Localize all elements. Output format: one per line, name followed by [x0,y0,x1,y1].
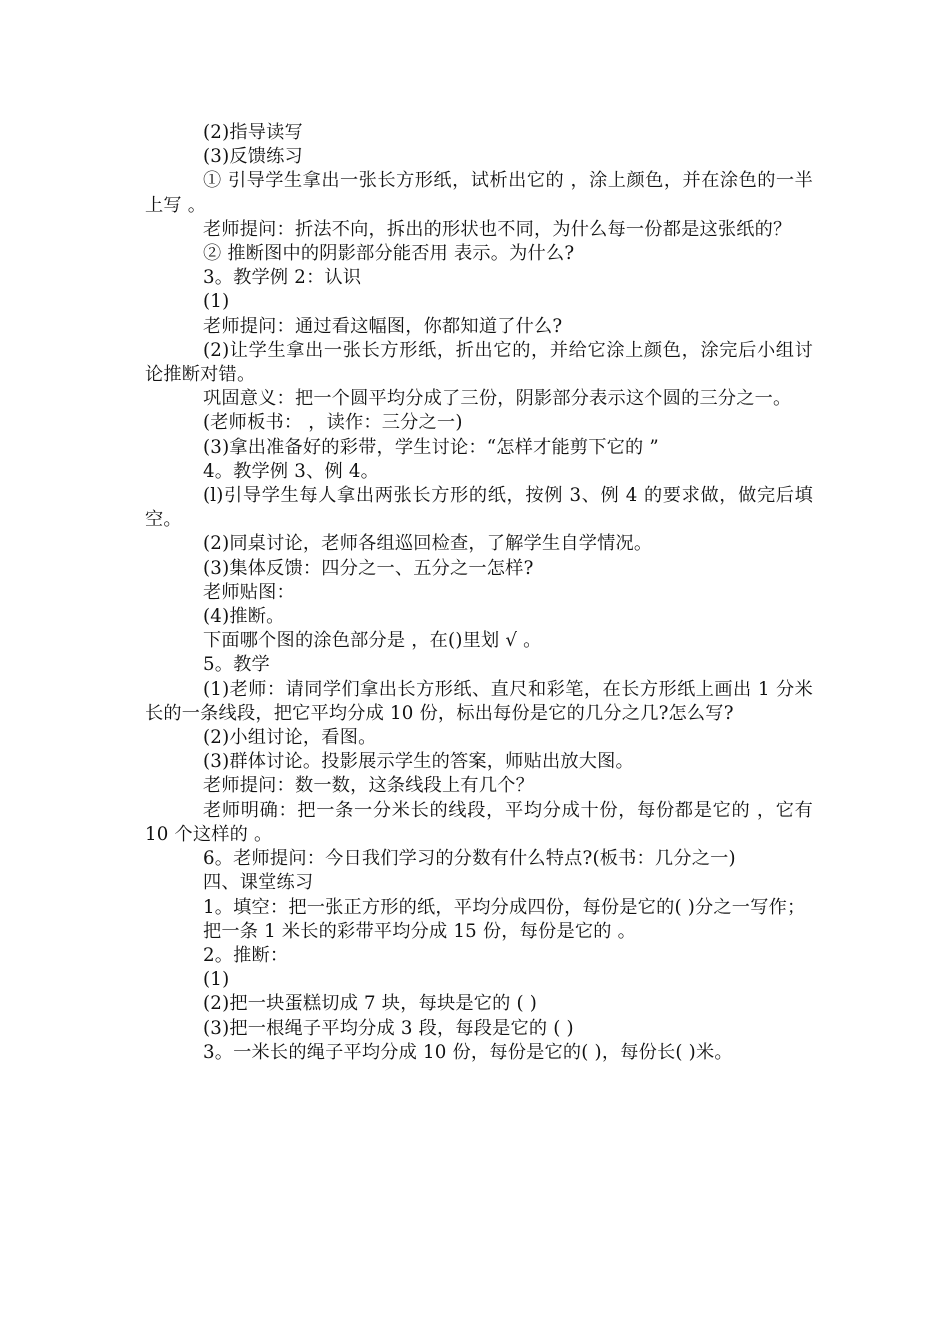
paragraph: (2)小组讨论，看图。 [203,727,377,749]
paragraph: (1) [203,969,230,991]
paragraph: (2)同桌讨论，老师各组巡回检查，了解学生自学情况。 [203,533,653,555]
paragraph: (2)把一块蛋糕切成 7 块，每块是它的 ( ) [203,993,538,1015]
paragraph: 四、课堂练习 [203,872,314,894]
paragraph: 5。教学 [203,654,270,676]
paragraph: 4。教学例 3、例 4。 [203,460,379,482]
paragraph: ② 推断图中的阴影部分能否用 表示。为什么? [203,243,575,265]
paragraph: 3。教学例 2：认识 [203,267,362,289]
paragraph: 下面哪个图的涂色部分是 ，在()里划 √ 。 [203,630,542,652]
paragraph: 1。填空：把一张正方形的纸，平均分成四份，每份是它的( )分之一写作； [203,896,806,918]
paragraph: 老师明确：把一条一分米长的线段，平均分成十份，每份都是它的 ，它有 10 个这样的 。 [145,799,813,845]
paragraph: 把一条 1 米长的彩带平均分成 15 份，每份是它的 。 [203,920,636,942]
paragraph: (4)推断。 [203,606,285,628]
paragraph: (3)群体讨论。投影展示学生的答案，师贴出放大图。 [203,751,634,773]
paragraph: 2。推断： [203,944,289,966]
paragraph: (老师板书： ，读作：三分之一) [203,412,463,434]
paragraph: 巩固意义：把一个圆平均分成了三份，阴影部分表示这个圆的三分之一。 [203,388,792,410]
paragraph: ① 引导学生拿出一张长方形纸，试析出它的 ，涂上颜色，并在涂色的一半上写 。 [145,170,813,216]
paragraph: 6。老师提问：今日我们学习的分数有什么特点?(板书：几分之一) [203,848,736,870]
paragraph: 3。一米长的绳子平均分成 10 份，每份是它的( )，每份长( )米。 [203,1041,733,1063]
paragraph: 老师提问：通过看这幅图，你都知道了什么? [203,315,563,337]
paragraph: 老师提问：折法不向，拆出的形状也不同，为什么每一份都是这张纸的？ [203,218,792,240]
paragraph: (1)老师：请同学们拿出长方形纸、直尺和彩笔，在长方形纸上画出 1 分米长的一条线段，把它平均分成 10 份，标出每份是它的几分之几?怎么写? [145,678,813,724]
paragraph: 老师贴图： [203,581,295,603]
paragraph: (3)把一根绳子平均分成 3 段，每段是它的 ( ) [203,1017,574,1039]
paragraph: 老师提问：数一数，这条线段上有几个？ [203,775,534,797]
paragraph: (2)指导读写 [203,122,303,143]
paragraph: (1) [203,291,230,313]
paragraph: (3)反馈练习 [203,146,303,168]
paragraph: (l)引导学生每人拿出两张长方形的纸，按例 3、例 4 的要求做，做完后填空。 [145,485,813,531]
document-body [145,121,813,1065]
paragraph: (3)集体反馈：四分之一、五分之一怎样? [203,557,534,579]
paragraph: (2)让学生拿出一张长方形纸，折出它的，并给它涂上颜色，涂完后小组讨论推断对错。 [145,339,813,386]
paragraph: (3)拿出准备好的彩带，学生讨论：“怎样才能剪下它的 ” [203,436,659,458]
